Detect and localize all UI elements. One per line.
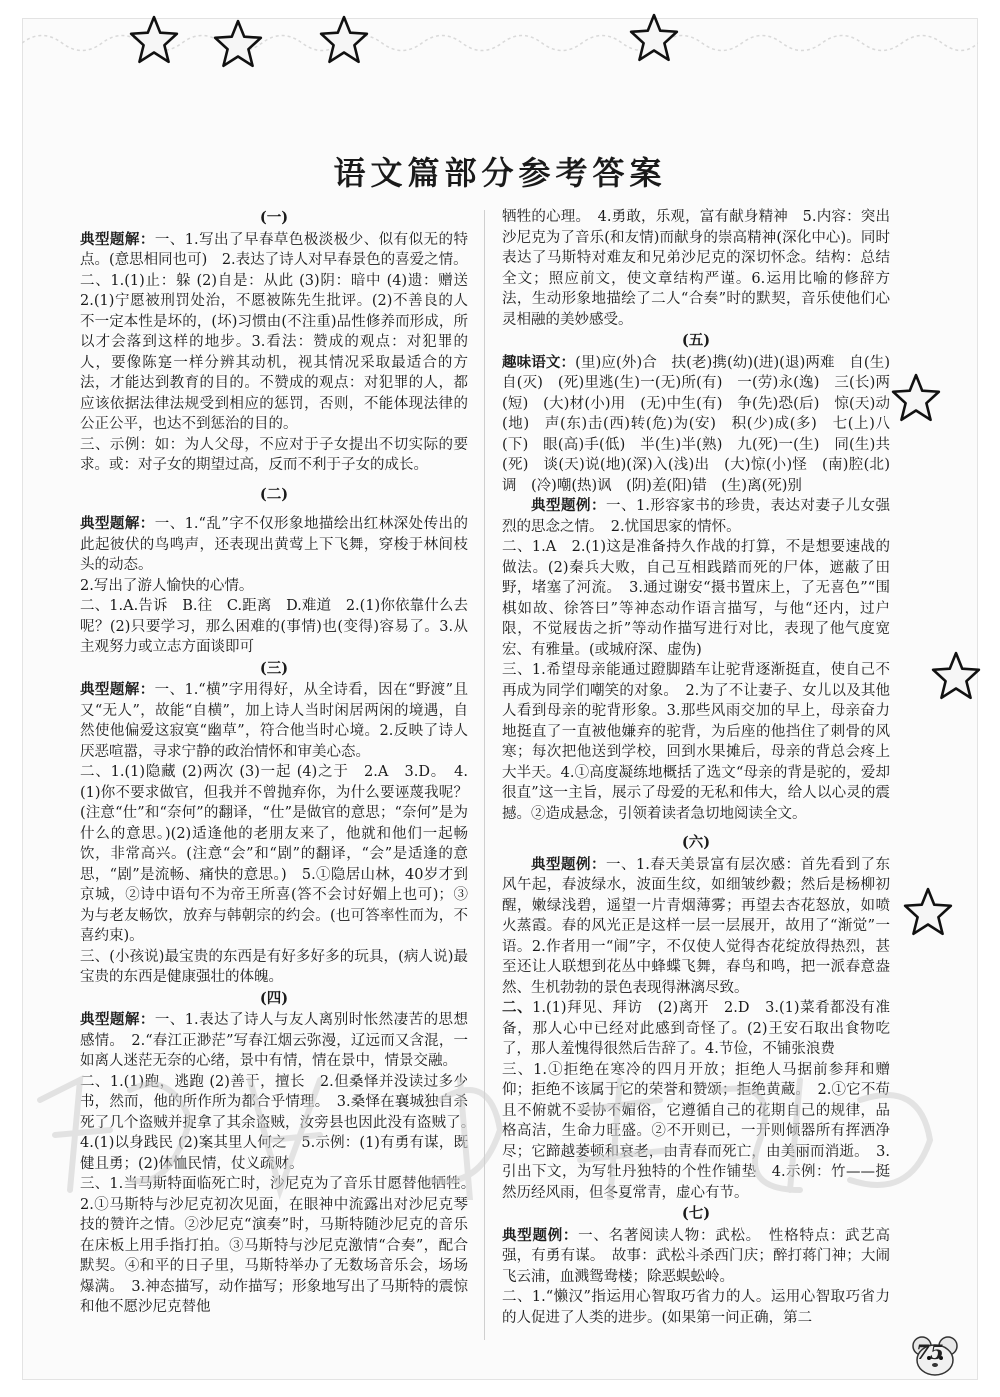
paragraph-label: 趣味语文：	[502, 353, 576, 371]
section-heading: (一)	[259, 209, 289, 226]
answer-paragraph	[502, 1226, 890, 1288]
answer-paragraph	[80, 596, 468, 658]
paragraph-label: 典型题例：	[531, 855, 607, 873]
paragraph-text: 牺牲的心理。 4.勇敢，乐观，富有献身精神 5.内容：突出沙尼克为了音乐(和友情)而献身的崇高精神(深化中心)。同时表达了马斯特对难友和兄弟沙尼克的深切怀念。结构：总结全文；照应前文，使文章结构严谨。6.运用比喻的修辞方法，生动形象地描绘了二人“合奏”时的默契，音乐使他们心灵相融的美妙感受。	[502, 209, 890, 328]
paragraph-text: 一、1.春天美景富有层次感：首先看到了东风午起，春波绿水，波面生纹，如细皱纱縠；然后是杨柳初醒，嫩绿浅碧，遥望一片青烟薄雾；再望去杏花怒放，如喷火蒸霞。春的风光正是这样一层一层展开，故用了“渐觉”一语。2.作者用一“闹”字，不仅使人觉得杏花绽放得热烈，甚至还让人联想到花丛中蜂蝶飞舞，春鸟和鸣，把一派春意盎然、生机勃勃的景色表现得淋漓尽致。	[502, 856, 891, 996]
answer-paragraph	[80, 435, 468, 476]
paragraph-text: 二、1.“懒汉”指运用心智取巧省力的人。运用心智取巧省力的人促进了人类的进步。(如果第一问正确，第二	[502, 1289, 890, 1326]
star-icon	[628, 12, 680, 64]
answer-paragraph	[80, 230, 468, 271]
section-heading: (三)	[259, 659, 289, 677]
answer-paragraph	[502, 660, 890, 824]
paragraph-text: 三、(小孩说)最宝贵的东西是有好多好多的玩具，(病人说)最宝贵的东西是健康强壮的体魄。	[80, 948, 468, 985]
answer-paragraph	[80, 514, 468, 576]
star-icon	[890, 372, 942, 424]
paragraph-text: 一、1.“乱”字不仅形象地描绘出红林深处传出的此起彼伏的鸟鸣声，还表现出黄莺上下飞舞，穿梭于林间枝头的动态。	[80, 516, 468, 573]
paragraph-label: 典型题解：	[80, 1011, 155, 1028]
paragraph-label: 典型题例：	[502, 1226, 579, 1244]
section-heading: (七)	[681, 1205, 711, 1222]
paragraph-label: 二、	[502, 999, 533, 1016]
star-icon	[128, 14, 180, 66]
paragraph-text: 三、1.希望母亲能通过蹬脚踏车让驼背逐渐挺直，使自己不再成为同学们嘲笑的对象。 2.为了不让妻子、女儿以及其他人看到母亲的驼背形象。3.那些风雨交加的早上，母亲奋力地挺直了一直被他嫌弃的驼背，为后座的他挡住了刺骨的风寒；每次把他送到学校，回到水果摊后，母亲的背总会疼上大半天。4.①高度凝练地概括了选文“母亲的背是驼的，爱却很直”这一主旨，展示了母爱的无私和伟大，给人以心灵的震撼。②造成悬念，引领着读者急切地阅读全文。	[502, 662, 890, 822]
paragraph-text: 一、1.写出了早春草色极淡极少、似有似无的特点。(意思相同也可) 2.表达了诗人对早春景色的喜爱之情。	[80, 231, 469, 268]
star-icon	[902, 886, 954, 938]
paragraph-label: 典型题例：	[531, 497, 607, 514]
spacer	[80, 506, 468, 514]
paragraph-text: 一、1.“横”字用得好，从全诗看，因在“野渡”且又“无人”，故能“自横”，加上诗人当时闲居两闲的境遇，自然使他偏爱这寂寞“幽草”，符合他当时心境。2.反映了诗人厌恶喧嚣，寻求宁静的政治情怀和审美心态。	[80, 682, 469, 760]
paragraph-text: 三、1.①拒绝在寒冷的四月开放；拒绝人马据前参拜和赠仰；拒绝不该属于它的荣誉和赞颂；拒绝黄蔵。 2.①它不苟且不俯就不妥协不媚俗，它遵循自己的花期自己的规律，品格高洁，生命力旺盛。②不开则已，一开则倾器所有挥洒净尽；它蹄越萎顿和衰老，由青春而死亡，由美丽而消逝。 3.引出下文，为写牡丹独特的个性作铺垫 4.示例：竹——挺然历经风雨，但冬夏常青，虚心有节。	[502, 1061, 890, 1201]
paragraph-text: 1.(1)拜见、拜访 (2)离开 2.D 3.(1)菜肴都没有准备，那人心中已经对此感到奇怪了。(2)王安石取出食物吃了，那人羞愧得很然后告辞了。4.节俭，不铺张浪费	[502, 1000, 891, 1057]
paragraph-text: (里)应(外)合 扶(老)携(幼)(进)(退)两难 自(生)自(灭) (死)里逃(生)一(无)所(有) 一(劳)永(逸) 三(长)两(短) (大)材(小)用 (无)中生(有) 争(先)恐(后) 惊(天)动(地) 声(东)击(西)转(危)为(安) 积(少)成(多) 七(上)八(下) 眼(高)手(低) 半(生)半(熟) 九(死)一(生) 同(生)共(死) 谈(天)说(地)(深)入(浅)出 (大)惊(小)怪 (南)腔(北)调 (冷)嘲(热)讽 (阴)差(阳)错 (生)离(死)别	[502, 354, 890, 494]
paragraph-text: 一、1.表达了诗人与友人离别时怅然凄苦的思想感情。 2.“春江正渺茫”写春江烟云弥漫，辽远而又含混，一如离人迷茫无奈的心绪，景中有情，情在景中，情景交融。	[80, 1012, 469, 1069]
star-icon	[212, 18, 264, 70]
paragraph-text: 二、1.A 2.(1)这是准备持久作战的打算，不是想要速战的做法。(2)秦兵大败，自己互相践踏而死的尸体，遮蔽了田野，堵塞了河流。 3.通过谢安“摄书置床上，了无喜色”“围棋如故、徐答曰”等神态动作语言描写，与他“还内，过户限，不觉屐齿之折”等动作描写进行对比，表现了他气度宽宏、有雅量。(或城府深、虚伪)	[502, 539, 890, 658]
answer-paragraph	[502, 1287, 890, 1328]
answer-paragraph	[502, 496, 890, 537]
page-title: 语文篇部分参考答案	[333, 154, 667, 192]
answer-paragraph	[80, 762, 468, 947]
section-heading: (四)	[259, 989, 289, 1007]
paragraph-text: 二、1.(1)跑，逃跑 (2)善于，擅长 2.但桑怿并没读过多少书，然而，他的所作所为都合乎情理。 3.桑怿在襄城独自杀死了几个盗贼并捉拿了其余盗贼，汝旁县也因此没有盗贼了。 4.(1)以身践民 (2)案其里人何之 5.示例：(1)有勇有谋，既健且勇；(2)体恤民情，仗义疏财。	[80, 1073, 483, 1172]
paragraph-text: 2.写出了游人愉快的心情。	[80, 577, 254, 594]
answer-paragraph	[80, 947, 468, 988]
answer-paragraph	[80, 271, 483, 435]
star-icon	[930, 650, 982, 702]
answer-paragraph	[502, 537, 890, 660]
section-heading: (五)	[681, 332, 711, 349]
spacer	[80, 476, 468, 484]
paragraph-label: 典型题解：	[80, 230, 155, 248]
answer-paragraph	[502, 207, 890, 330]
paragraph-text: 三、1.当马斯特面临死亡时，沙尼克为了音乐甘愿替他牺牲。 2.①马斯特与沙尼克初次见面，在眼神中流露出对沙尼克琴技的赞许之情。②沙尼克“演奏”时，马斯特随沙尼克的音乐在床板上用手指打拍。③马斯特与沙尼克激情“合奏”，配合默契。④和平的日子里，马斯特举办了无数场音乐会，场场爆满。 3.神态描写，动作描写；形象地写出了马斯特的震惊和他不愿沙尼克替他	[80, 1176, 483, 1315]
section-heading: (二)	[259, 485, 289, 503]
page-number: 75	[916, 1340, 944, 1364]
handwritten-watermark	[20, 1040, 960, 1200]
star-icon	[318, 14, 370, 66]
answer-paragraph	[502, 353, 890, 497]
paragraph-text: 二、1.(1)止：躲 (2)自是：从此 (3)阴：暗中 (4)遗：赠送 2.(1)宁愿被刑罚处治，不愿被陈先生批评。(2)不善良的人不一定本性是坏的，(坏)习惯由(不注重)品性修养而形成，所以才会落到这样的地步。3.看法：赞成的观点：对犯罪的人，要像陈寔一样分辨其动机，视其情况采取最适合的方法，才能达到教育的目的。不赞成的观点：对犯罪的人，都应该依据法律法规受到相应的惩罚，否则，不能体现法律的公正公平，也达不到惩治的目的。	[80, 272, 483, 432]
paragraph-text: 一、名著阅读人物：武松。 性格特点：武艺高强，有勇有谋。 故事：武松斗杀西门庆；醉打蒋门神；大闹飞云浦，血溅鸳鸯楼；除恶蜈蚣岭。	[502, 1227, 891, 1285]
spacer	[502, 824, 890, 832]
paragraph-text: 二、1.A.告诉 B.往 C.距离 D.难道 2.(1)你依靠什么去呢？(2)只要学习，那么困难的(事情)也(变得)容易了。3.从主观努力或立志方面谈即可	[80, 598, 468, 655]
paragraph-text: 二、1.(1)隐藏 (2)两次 (3)一起 (4)之于 2.A 3.D。 4.(1)你不要求做官，但我并不曾抛弃你，为什么要诬蔑我呢？(注意“仕”和“奈何”的翻译，“仕”是做官的意思；“奈何”是为什么的意思。)(2)适逢他的老朋友来了，他就和他们一起畅饮，非常高兴。(注意“会”和“剧”的翻译，“会”是适逢的意思，“剧”是流畅、痛快的意思。) 5.①隐居山林，40岁才到京城，②诗中语句不为帝王所喜(答不会讨好媚上也可)；③为与老友畅饮，放弃与韩朝宗的约会。(也可答率性而为，不喜约束)。	[80, 764, 468, 944]
paragraph-label: 典型题解：	[80, 681, 155, 698]
paragraph-text: 三、示例：如：为人父母，不应对于子女提出不切实际的要求。或：对子女的期望过高，反而不利于子女的成长。	[80, 436, 468, 473]
answer-paragraph	[502, 855, 890, 999]
paragraph-label: 典型题解：	[80, 515, 155, 532]
answer-paragraph	[80, 680, 468, 762]
answer-paragraph	[80, 576, 468, 597]
paragraph-text: 一、1.形容家书的珍贵，表达对妻子儿女强烈的思念之情。 2.忧国思家的情怀。	[502, 498, 891, 535]
section-heading: (六)	[681, 834, 711, 851]
